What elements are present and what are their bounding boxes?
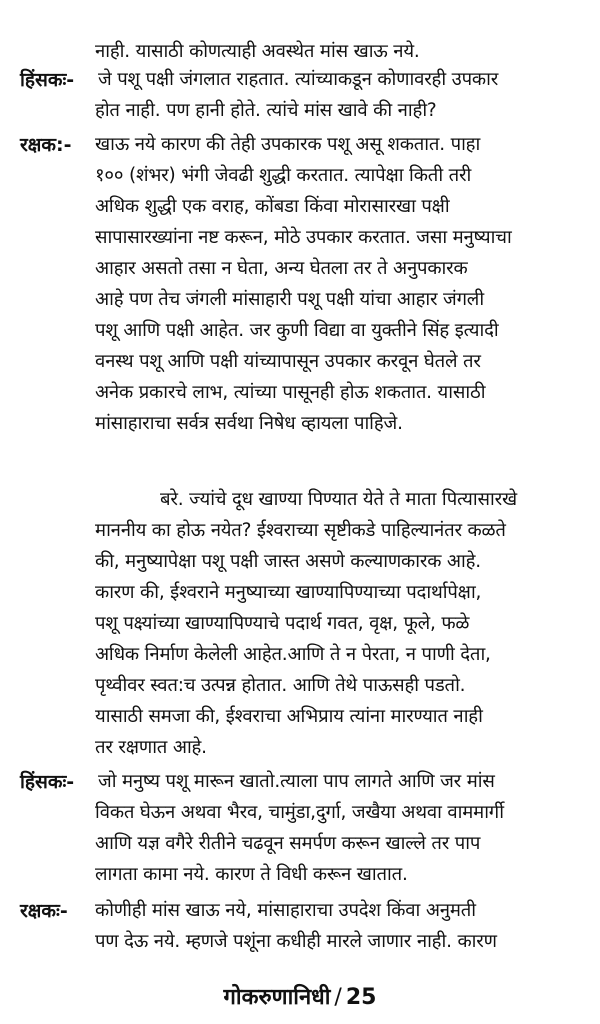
text-line: लागता कामा नये. कारण ते विधी करून खातात. xyxy=(95,864,408,885)
text-line: जो मनुष्य पशू मारून खातो.त्याला पाप लागते आणि जर मांस xyxy=(98,771,495,792)
text-line: बरे. ज्यांचे दूध खाण्या पिण्यात येते ते माता पित्यासारखे xyxy=(160,489,517,510)
text-line: की, मनुष्यापेक्षा पशू पक्षी जास्त असणे कल्याणकारक आहे. xyxy=(95,551,481,572)
text-line: पण देऊ नये. म्हणजे पशूंना कधीही मारले जाणार नाही. कारण xyxy=(95,931,497,952)
speaker-label: रक्षक:- xyxy=(20,134,72,156)
text-line: आणि यज्ञ वगैरे रीतीने चढवून समर्पण करून खाल्ले तर पाप xyxy=(95,833,481,854)
text-line: विकत घेऊन अथवा भैरव, चामुंडा,दुर्गा, जखैया अथवा वाममार्गी xyxy=(95,802,504,823)
text-line: तर रक्षणात आहे. xyxy=(95,737,207,758)
text-line: कोणीही मांस खाऊ नये, मांसाहाराचा उपदेश किंवा अनुमती xyxy=(95,900,476,921)
footer-separator: / xyxy=(334,985,342,1010)
page-number: 25 xyxy=(345,985,377,1010)
text-line: वनस्थ पशू आणि पक्षी यांच्यापासून उपकार करवून घेतले तर xyxy=(95,351,481,372)
speaker-label: हिंसकः- xyxy=(20,771,75,793)
text-line: कारण की, ईश्वराने मनुष्याच्या खाण्यापिण्याच्या पदार्थापेक्षा, xyxy=(95,582,482,603)
text-line: आहे पण तेच जंगली मांसाहारी पशू पक्षी यांचा आहार जंगली xyxy=(95,289,484,310)
speaker-label: हिंसकः- xyxy=(20,69,75,91)
speaker-label: रक्षकः- xyxy=(20,900,68,922)
text-line: पृथ्वीवर स्वत:च उत्पन्न होतात. आणि तेथे पाऊसही पडतो. xyxy=(95,675,466,696)
text-line: नाही. यासाठी कोणत्याही अवस्थेत मांस खाऊ नये. xyxy=(95,41,420,62)
text-line: माननीय का होऊ नयेत? ईश्वराच्या सृष्टीकडे पाहिल्यानंतर कळते xyxy=(95,520,506,541)
text-line: अनेक प्रकारचे लाभ, त्यांच्या पासूनही होऊ शकतात. यासाठी xyxy=(95,382,486,403)
page-footer xyxy=(0,983,600,1013)
text-line: अधिक निर्माण केलेली आहेत.आणि ते न पेरता, न पाणी देता, xyxy=(95,644,491,665)
text-line: मांसाहाराचा सर्वत्र सर्वथा निषेध व्हायला पाहिजे. xyxy=(95,413,403,434)
text-line: सापासारख्यांना नष्ट करून, मोठे उपकार करतात. जसा मनुष्याचा xyxy=(95,227,512,248)
book-title: गोकरुणानिधी xyxy=(223,985,331,1010)
text-line: होत नाही. पण हानी होते. त्यांचे मांस खावे की नाही? xyxy=(95,100,437,121)
text-line: यासाठी समजा की, ईश्वराचा अभिप्राय त्यांना मारण्यात नाही xyxy=(95,706,483,727)
text-line: जे पशू पक्षी जंगलात राहतात. त्यांच्याकडून कोणावरही उपकार xyxy=(98,69,499,90)
text-line: अधिक शुद्धी एक वराह, कोंबडा किंवा मोरासारखा पक्षी xyxy=(95,196,450,217)
text-line: आहार असतो तसा न घेता, अन्य घेतला तर ते अनुपकारक xyxy=(95,258,468,279)
text-line: पशू आणि पक्षी आहेत. जर कुणी विद्या वा युक्तीने सिंह इत्यादी xyxy=(95,320,499,341)
text-line: १०० (शंभर) भंगी जेवढी शुद्धी करतात. त्यापेक्षा किती तरी xyxy=(95,165,472,186)
text-line: पशू पक्ष्यांच्या खाण्यापिण्याचे पदार्थ गवत, वृक्ष, फूले, फळे xyxy=(95,613,470,634)
text-line: खाऊ नये कारण की तेही उपकारक पशू असू शकतात. पाहा xyxy=(95,134,481,155)
